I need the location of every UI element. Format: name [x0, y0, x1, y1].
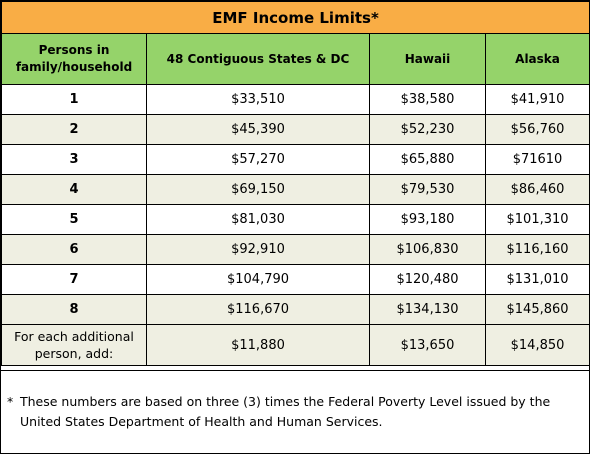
hawaii-limit-cell: $79,530 — [370, 175, 486, 205]
persons-cell: 8 — [2, 295, 147, 325]
alaska-limit-cell: $71610 — [486, 145, 590, 175]
contiguous-limit-cell: $33,510 — [147, 85, 370, 115]
header-alaska: Alaska — [486, 34, 590, 85]
header-hawaii: Hawaii — [370, 34, 486, 85]
hawaii-limit-cell: $38,580 — [370, 85, 486, 115]
contiguous-additional-cell: $11,880 — [147, 325, 370, 366]
hawaii-limit-cell: $65,880 — [370, 145, 486, 175]
hawaii-limit-cell: $134,130 — [370, 295, 486, 325]
column-header-row — [2, 34, 590, 85]
contiguous-limit-cell: $69,150 — [147, 175, 370, 205]
persons-cell: 6 — [2, 235, 147, 265]
table-row — [2, 295, 590, 325]
income-limits-table — [1, 1, 590, 366]
alaska-limit-cell: $131,010 — [486, 265, 590, 295]
alaska-additional-cell: $14,850 — [486, 325, 590, 366]
hawaii-limit-cell: $106,830 — [370, 235, 486, 265]
table-row — [2, 265, 590, 295]
persons-cell: 4 — [2, 175, 147, 205]
hawaii-additional-cell: $13,650 — [370, 325, 486, 366]
table-row — [2, 175, 590, 205]
contiguous-limit-cell: $45,390 — [147, 115, 370, 145]
table-title-row — [2, 2, 590, 34]
table-title: EMF Income Limits* — [2, 2, 590, 34]
contiguous-limit-cell: $57,270 — [147, 145, 370, 175]
additional-person-label: For each additional person, add: — [2, 325, 147, 366]
table-row — [2, 205, 590, 235]
alaska-limit-cell: $41,910 — [486, 85, 590, 115]
table-row — [2, 235, 590, 265]
footnote-marker: * — [7, 394, 14, 409]
alaska-limit-cell: $145,860 — [486, 295, 590, 325]
alaska-limit-cell: $56,760 — [486, 115, 590, 145]
alaska-limit-cell: $86,460 — [486, 175, 590, 205]
header-persons: Persons in family/household — [2, 34, 147, 85]
footnote — [1, 370, 589, 454]
hawaii-limit-cell: $93,180 — [370, 205, 486, 235]
header-contiguous-states: 48 Contiguous States & DC — [147, 34, 370, 85]
contiguous-limit-cell: $116,670 — [147, 295, 370, 325]
persons-cell: 1 — [2, 85, 147, 115]
persons-cell: 2 — [2, 115, 147, 145]
contiguous-limit-cell: $81,030 — [147, 205, 370, 235]
table-row — [2, 115, 590, 145]
alaska-limit-cell: $101,310 — [486, 205, 590, 235]
persons-cell: 7 — [2, 265, 147, 295]
table-row — [2, 145, 590, 175]
persons-cell: 5 — [2, 205, 147, 235]
hawaii-limit-cell: $52,230 — [370, 115, 486, 145]
footnote-text: These numbers are based on three (3) times the Federal Poverty Level issued by the United States Department of Health and Human Services. — [20, 394, 551, 429]
contiguous-limit-cell: $92,910 — [147, 235, 370, 265]
additional-person-row — [2, 325, 590, 366]
hawaii-limit-cell: $120,480 — [370, 265, 486, 295]
contiguous-limit-cell: $104,790 — [147, 265, 370, 295]
table-row — [2, 85, 590, 115]
persons-cell: 3 — [2, 145, 147, 175]
alaska-limit-cell: $116,160 — [486, 235, 590, 265]
